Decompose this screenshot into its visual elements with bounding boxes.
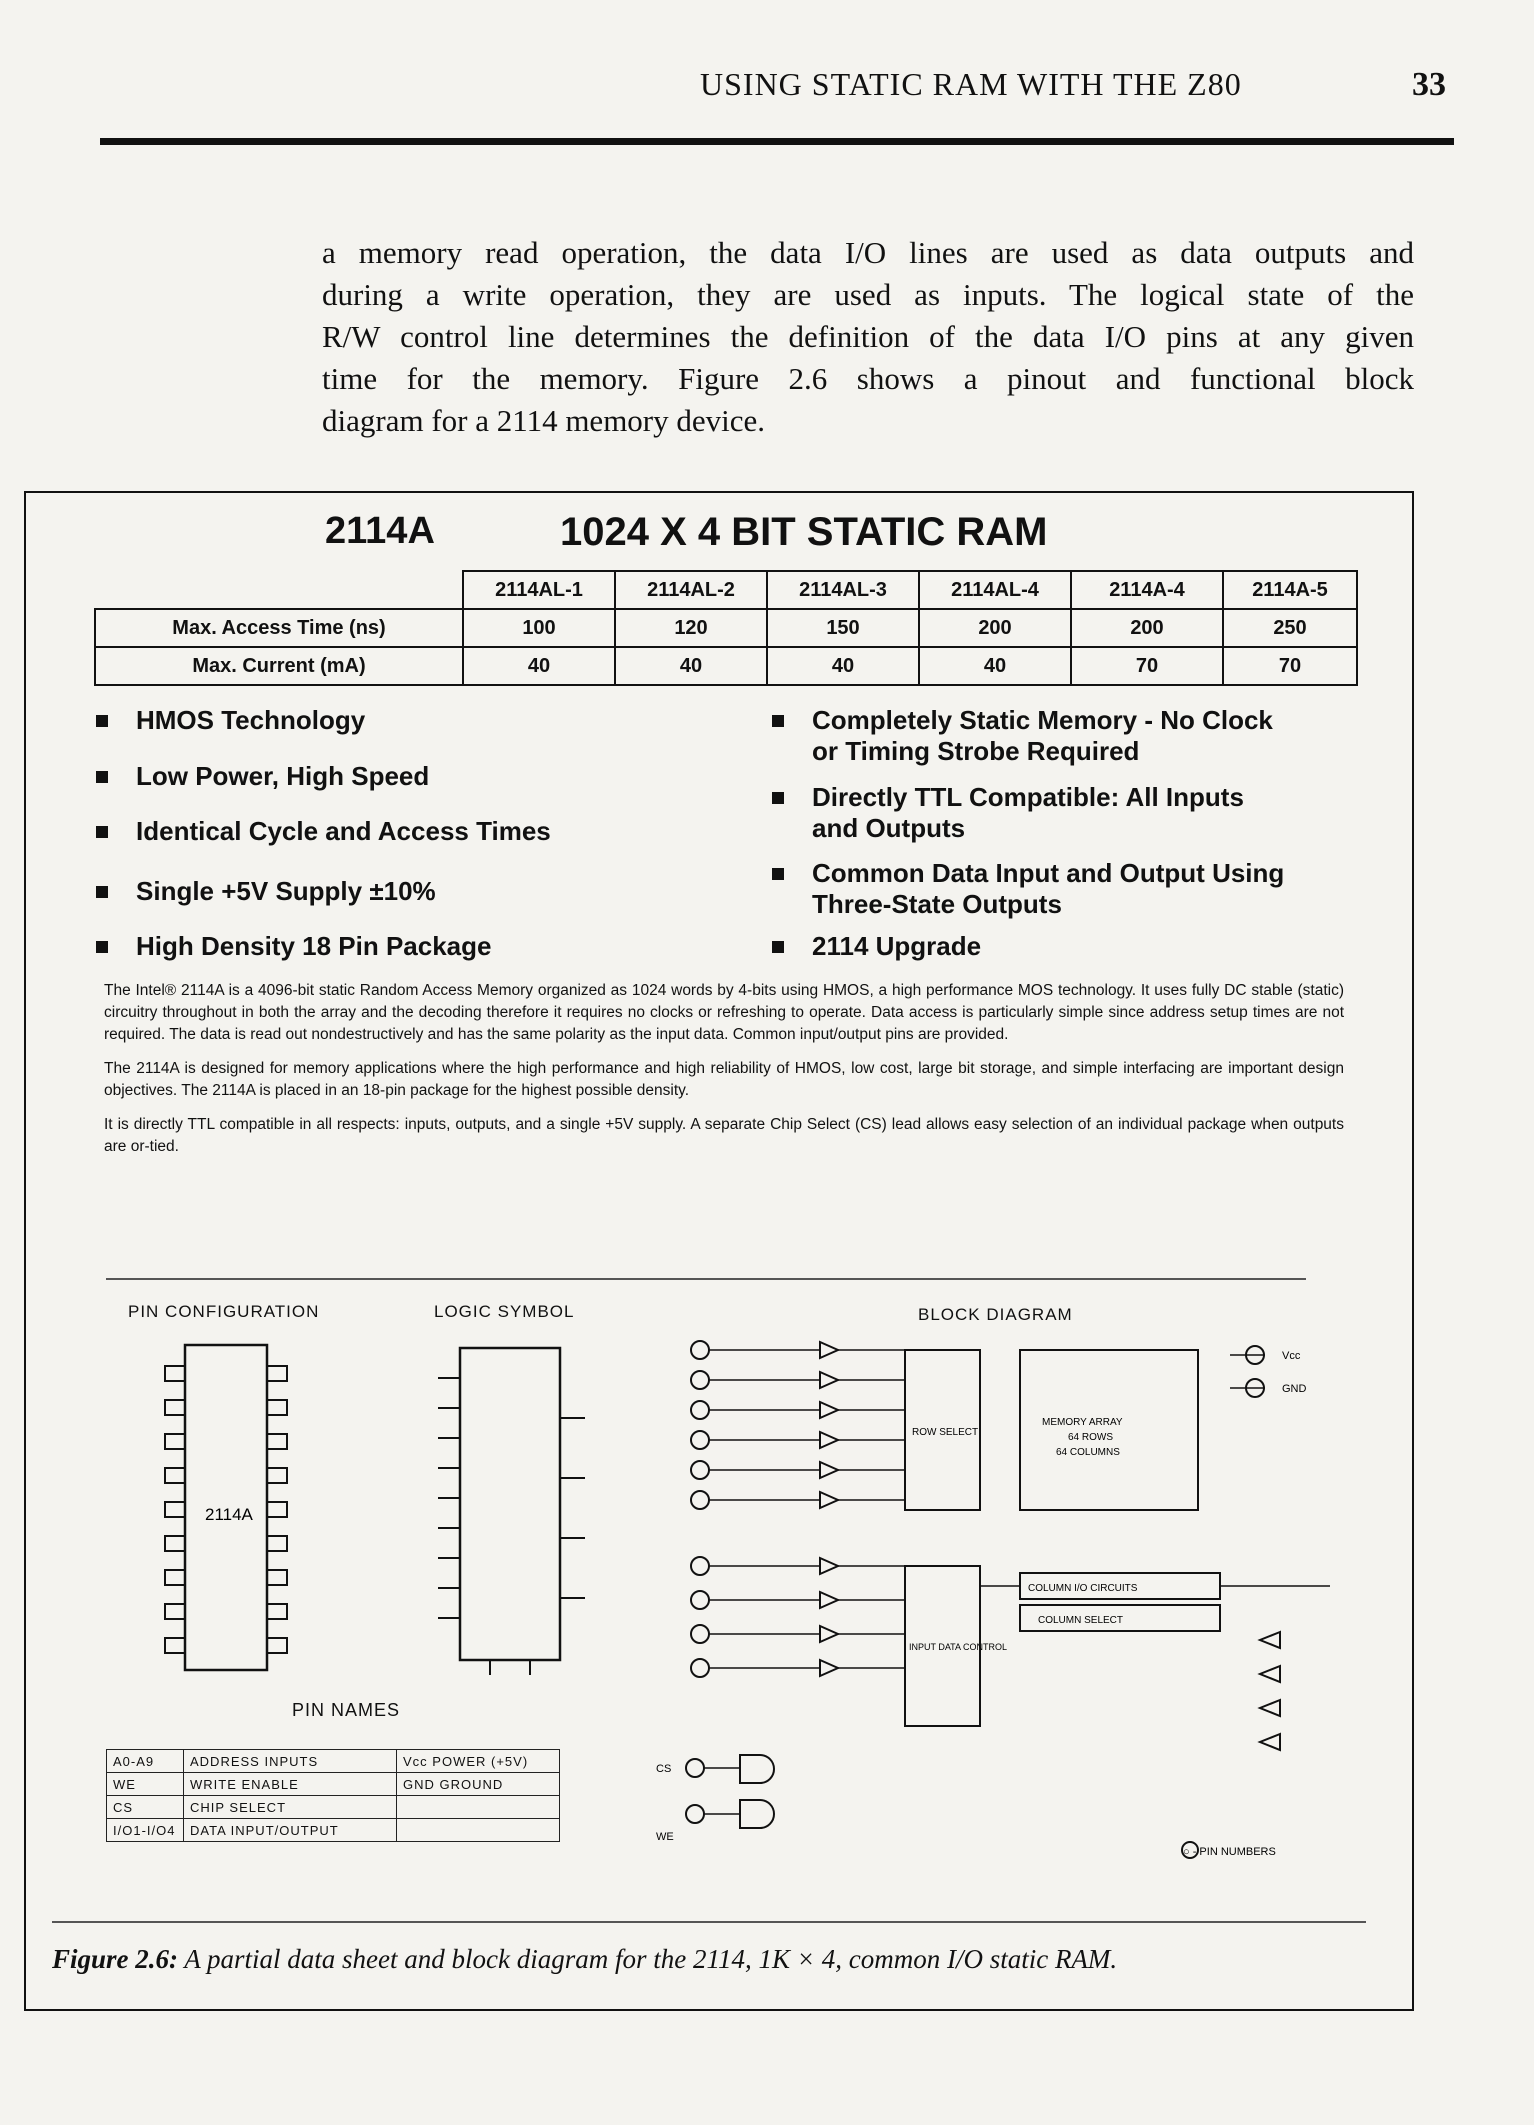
caption-text: A partial data sheet and block diagram for the 2114, 1K × 4, common I/O static RAM.: [184, 1944, 1118, 1974]
pin-numbers-legend: ○ - PIN NUMBERS: [1183, 1846, 1276, 1858]
description-paragraph: The Intel® 2114A is a 4096-bit static Random Access Memory organized as 1024 words by 4-bits using HMOS, a high performance MOS technology. It uses fully DC stable (static) circuitry throughout in both the array and the decoding therefore it requires no clocks or refreshing to operate. Data access is particularly simple since address setup times are not required. The data is read out nondestructively and has the same polarity as the input data. Common input/output pins are provided.: [104, 982, 1344, 1043]
pin-names-row: WE WRITE ENABLE GND GROUND: [107, 1773, 560, 1796]
datasheet-title: 1024 X 4 BIT STATIC RAM: [560, 510, 1048, 554]
spec-cell: 100: [463, 609, 615, 647]
pin-configuration-diagram: [110, 1340, 340, 1680]
spec-col-header: 2114AL-2: [615, 571, 767, 609]
paragraph-line: R/W control line determines the definition of the data I/O pins at any given: [322, 319, 1414, 354]
pin-names-row: I/O1-I/O4 DATA INPUT/OUTPUT: [107, 1819, 560, 1842]
spec-col-header: 2114AL-1: [463, 571, 615, 609]
section-divider: [106, 1278, 1306, 1280]
gnd-label: GND: [1282, 1383, 1307, 1395]
spec-table: [94, 570, 1358, 686]
description-text: [104, 980, 1344, 1158]
paragraph-line: diagram for a 2114 memory device.: [322, 403, 766, 438]
spec-col-header: 2114A-4: [1071, 571, 1223, 609]
col-io-label: COLUMN I/O CIRCUITS: [1028, 1583, 1138, 1594]
block-diagram: [650, 1330, 1370, 1870]
figure-caption: [52, 1944, 1117, 1975]
spec-cell: 150: [767, 609, 919, 647]
spec-cell: 200: [919, 609, 1071, 647]
spec-row: [95, 609, 1357, 647]
spec-cell: 200: [1071, 609, 1223, 647]
spec-row-label: Max. Access Time (ns): [95, 609, 463, 647]
chip-name: 2114A: [205, 1505, 253, 1524]
paragraph-line: during a write operation, they are used as inputs. The logical state of the: [322, 277, 1414, 312]
feature-item: Single +5V Supply ±10%: [96, 876, 436, 907]
pin-names-label: PIN NAMES: [292, 1700, 401, 1720]
array-cols-label: 64 COLUMNS: [1056, 1447, 1120, 1458]
memory-array-label: MEMORY ARRAY: [1042, 1417, 1123, 1428]
running-header: USING STATIC RAM WITH THE Z80: [700, 66, 1242, 102]
spec-cell: 40: [767, 647, 919, 685]
input-data-control-label: INPUT DATA CONTROL: [909, 1642, 1008, 1652]
feature-item: 2114 Upgrade: [772, 931, 981, 962]
feature-item: Completely Static Memory - No Clock or Timing Strobe Required: [772, 705, 1273, 767]
pin-names-row: CS CHIP SELECT: [107, 1796, 560, 1819]
feature-item: HMOS Technology: [96, 705, 365, 736]
header-rule: [100, 138, 1454, 145]
spec-cell: 40: [463, 647, 615, 685]
spec-cell: 40: [919, 647, 1071, 685]
caption-rule: [52, 1921, 1366, 1923]
spec-row-label: Max. Current (mA): [95, 647, 463, 685]
spec-col-header: 2114AL-3: [767, 571, 919, 609]
block-diagram-label: BLOCK DIAGRAM: [918, 1305, 1073, 1324]
page-number: 33: [1412, 66, 1446, 103]
logic-symbol-diagram: [430, 1340, 610, 1680]
feature-item: Identical Cycle and Access Times: [96, 816, 551, 847]
paragraph-line: time for the memory. Figure 2.6 shows a pinout and functional block: [322, 361, 1414, 396]
feature-item: Directly TTL Compatible: All Inputs and Outputs: [772, 782, 1244, 844]
pin-names-row: A0-A9 ADDRESS INPUTS Vcc POWER (+5V): [107, 1750, 560, 1773]
cs-label: CS: [656, 1763, 672, 1775]
spec-cell: 70: [1223, 647, 1357, 685]
spec-cell: 250: [1223, 609, 1357, 647]
feature-item: Common Data Input and Output Using Three-State Outputs: [772, 858, 1284, 920]
description-paragraph: It is directly TTL compatible in all respects: inputs, outputs, and a single +5V supply. A separate Chip Select (CS) lead allows easy selection of an individual package when outputs are or-tied.: [104, 1116, 1344, 1155]
pin-names-table: [106, 1749, 560, 1842]
spec-col-header: 2114AL-4: [919, 571, 1071, 609]
spec-header-row: [95, 571, 1357, 609]
vcc-label: Vcc: [1282, 1350, 1301, 1362]
description-paragraph: The 2114A is designed for memory applications where the high performance and high reliability of HMOS, low cost, large bit storage, and simple interfacing are important design objectives. The 2114A is placed in an 18-pin package for the highest possible density.: [104, 1060, 1344, 1099]
col-select-label: COLUMN SELECT: [1038, 1615, 1124, 1626]
spec-col-header: 2114A-5: [1223, 571, 1357, 609]
spec-row: [95, 647, 1357, 685]
paragraph-line: a memory read operation, the data I/O lines are used as data outputs and: [322, 235, 1414, 270]
feature-item: High Density 18 Pin Package: [96, 931, 491, 962]
logic-symbol-label: LOGIC SYMBOL: [434, 1302, 575, 1321]
row-select-label: ROW SELECT: [912, 1427, 979, 1438]
pin-config-label: PIN CONFIGURATION: [128, 1302, 320, 1321]
part-number: 2114A: [325, 510, 435, 552]
array-rows-label: 64 ROWS: [1068, 1432, 1114, 1443]
feature-item: Low Power, High Speed: [96, 761, 429, 792]
body-paragraph: [322, 232, 1414, 442]
spec-cell: 120: [615, 609, 767, 647]
spec-cell: 40: [615, 647, 767, 685]
spec-cell: 70: [1071, 647, 1223, 685]
caption-label: Figure 2.6:: [52, 1944, 179, 1974]
we-label: WE: [656, 1831, 674, 1843]
